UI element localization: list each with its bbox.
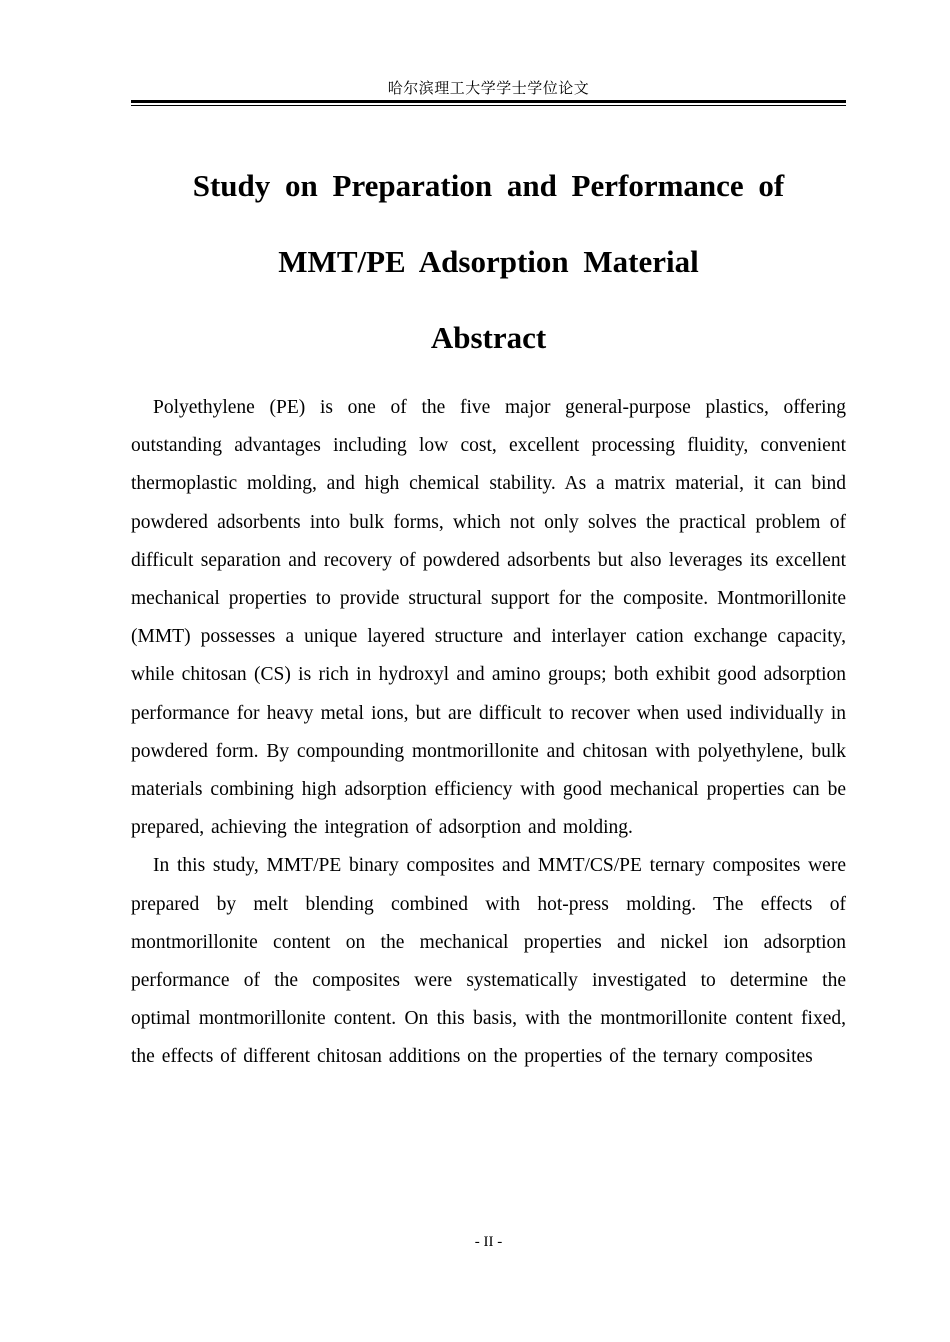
- paper-title-line-1: Study on Preparation and Performance of: [192, 168, 785, 203]
- page-number: - II -: [474, 1234, 503, 1250]
- abstract-heading: Abstract: [430, 320, 547, 355]
- abstract-body: [131, 389, 846, 1232]
- abstract-paragraph-2: In this study, MMT/PE binary composites and MMT/CS/PE ternary composites were prepared by melt blending combined with hot-press molding. The effects of montmorillonite content on the mechanical properties and nickel ion adsorption performance of the composites were systematically investigated to determine the optimal montmorillonite content. On this basis, with the montmorillonite content fixed, the effects of different chitosan additions on the properties of the ternary composites: [131, 855, 846, 1068]
- paper-title-line-2: MMT/PE Adsorption Material: [278, 244, 699, 279]
- running-header: 哈尔滨理工大学学士学位论文: [387, 79, 590, 97]
- paper-title: [131, 148, 846, 300]
- abstract-paragraph-1: Polyethylene (PE) is one of the five major general-purpose plastics, offering outstanding advantages including low cost, excellent processing fluidity, convenient thermoplastic molding, and high chemical stability. As a matrix material, it can bind powdered adsorbents into bulk forms, which not only solves the practical problem of difficult separation and recovery of powdered adsorbents but also leverages its excellent mechanical properties to provide structural support for the composite. Montmorillonite (MMT) possesses a unique layered structure and interlayer cation exchange capacity, while chitosan (CS) is rich in hydroxyl and amino groups; both exhibit good adsorption performance for heavy metal ions, but are difficult to recover when used individually in powdered form. By compounding montmorillonite and chitosan with polyethylene, bulk materials combining high adsorption efficiency with good mechanical properties can be prepared, achieving the integration of adsorption and molding.: [131, 397, 846, 839]
- header-rule-thin: [131, 105, 846, 106]
- header-rule-thick: [131, 100, 846, 103]
